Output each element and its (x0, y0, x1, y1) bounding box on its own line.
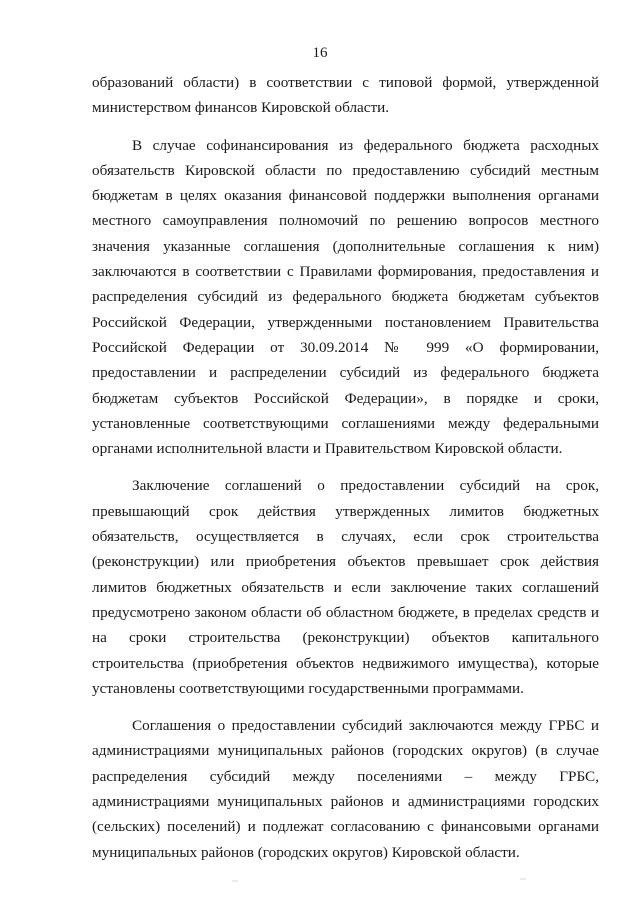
paragraph-continuation: образований области) в соответствии с типовой формой, утвержденной министерством финансов Кировской области. (92, 74, 599, 117)
page-number: 16 (312, 45, 328, 61)
paragraph-agreement-parties: Соглашения о предоставлении субсидий заключаются между ГРБС и администрациями муниципальных районов (городских округов) (в случае распределения субсидий между поселениями – между ГРБС, администрациями муниципальных районов и администрациями городских (сельских) поселений) и подлежат согласованию с финансовыми органами муниципальных районов (городских округов) Кировской области. (92, 717, 599, 861)
document-body (92, 70, 599, 877)
paragraph-cofinancing: В случае софинансирования из федерального бюджета расходных обязательств Кировской области по предоставлению субсидий местным бюджетам в целях оказания финансовой поддержки выполнения органами местного самоуправления полномочий по решению вопросов местного значения указанные соглашения (дополнительные соглашения к ним) заключаются в соответствии с Правилами формирования, предоставления и распределения субсидий из федерального бюджета бюджетам субъектов Российской Федерации, утвержденными постановлением Правительства Российской Федерации от 30.09.2014 № 999 «О формировании, предоставлении и распределении субсидий из федерального бюджета бюджетам субъектов Российской Федерации», в порядке и сроки, установленные соответствующими соглашениями между федеральными органами исполнительной власти и Правительством Кировской области. (92, 136, 599, 458)
paragraph-agreement-term: Заключение соглашений о предоставлении субсидий на срок, превышающий срок действия утвержденных лимитов бюджетных обязательств, осуществляется в случаях, если срок строительства (реконструкции) или приобретения объектов превышает срок действия лимитов бюджетных обязательств и если заключение таких соглашений предусмотрено законом области об областном бюджете, в пределах средств и на сроки строительства (реконструкции) объектов капитального строительства (приобретения объектов недвижимого имущества), которые установлены соответствующими государственными программами. (92, 477, 599, 697)
scan-speck-right: ⋯ (520, 877, 527, 883)
scan-speck-left: ⋯ (232, 879, 239, 885)
